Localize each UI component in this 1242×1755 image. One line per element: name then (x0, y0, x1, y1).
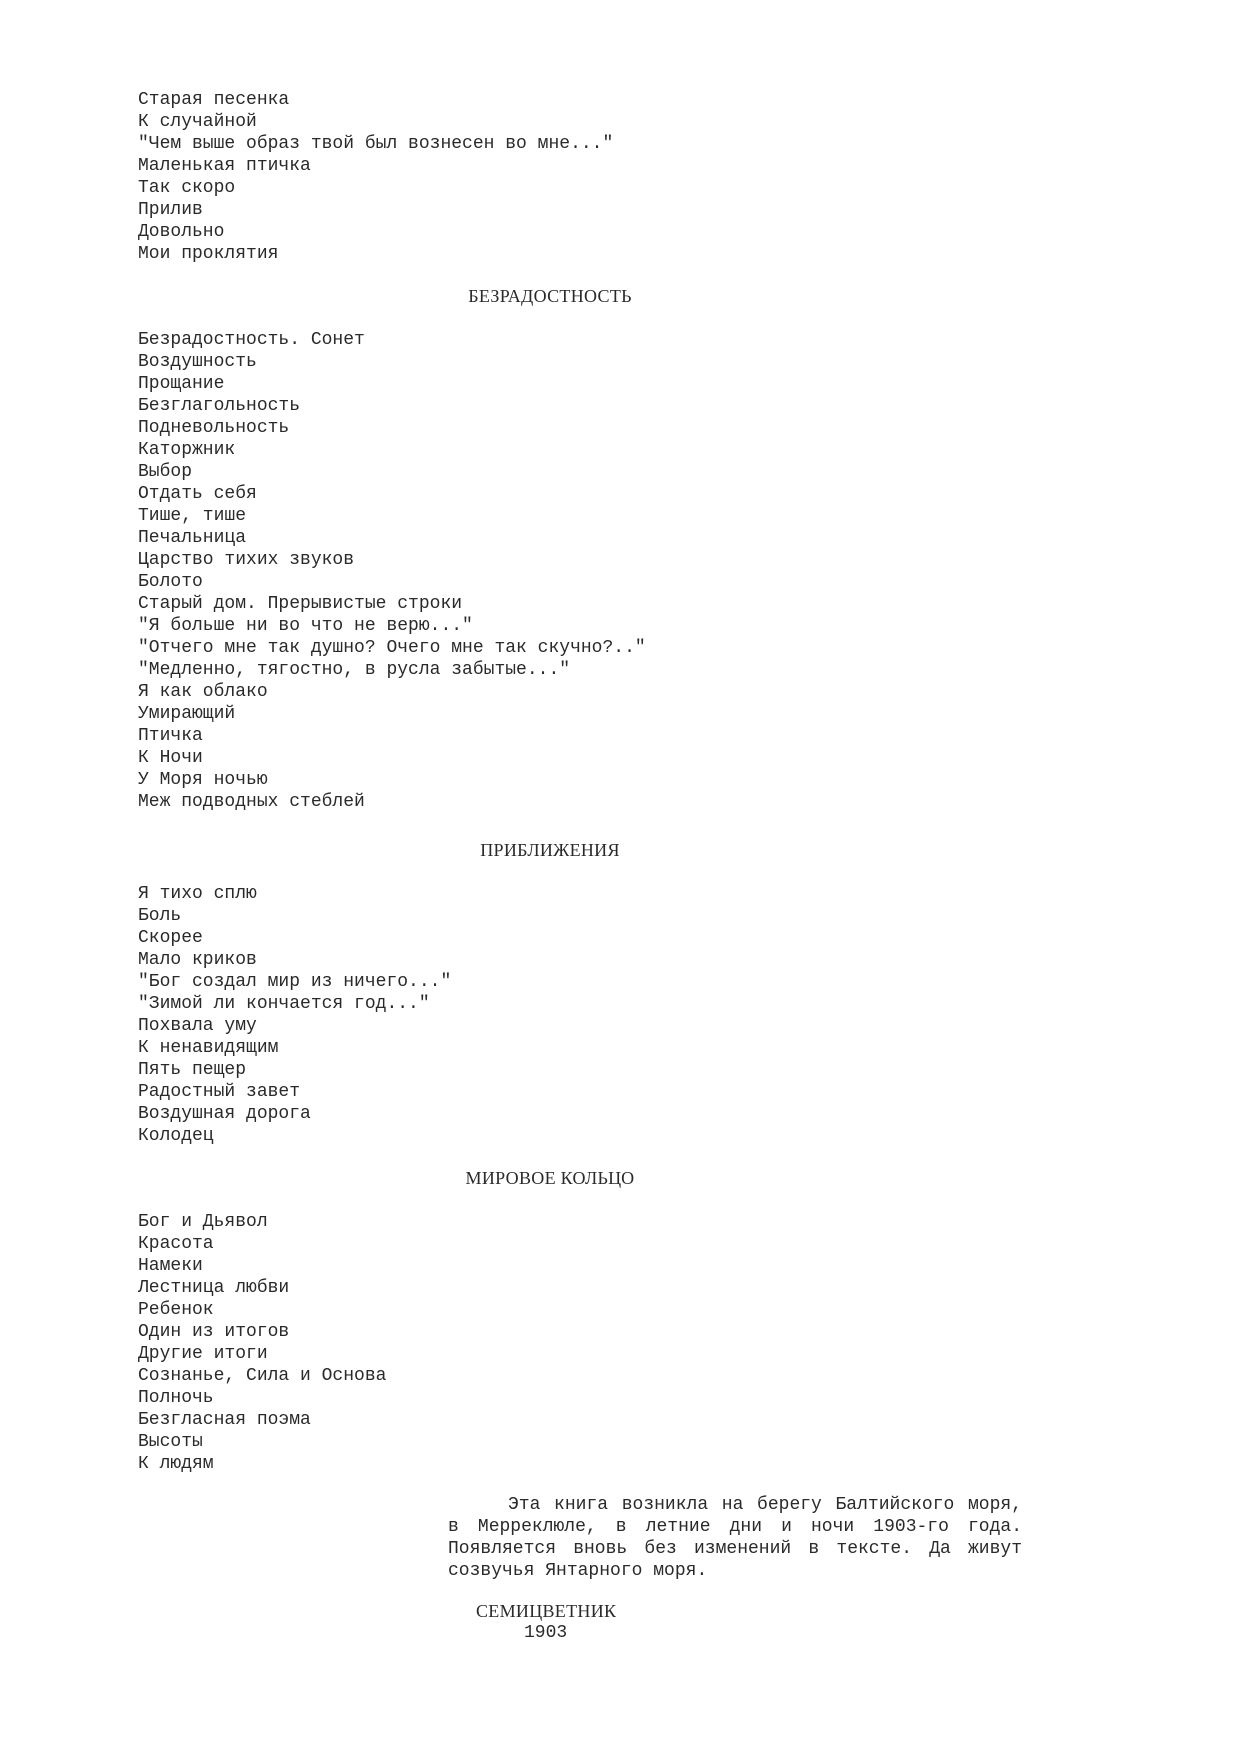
toc-entry: Похвала уму (138, 1016, 257, 1036)
toc-entry: Птичка (138, 726, 203, 746)
toc-entry: Выбор (138, 462, 193, 482)
toc-entry: Каторжник (138, 440, 236, 460)
toc-entry: Отдать себя (138, 484, 257, 504)
toc-entry: Полночь (138, 1388, 214, 1408)
section-title-mirovoe-koltso: МИРОВОЕ КОЛЬЦО (465, 1168, 635, 1188)
toc-entry: "Медленно, тягостно, в русла забытые..." (138, 660, 571, 680)
toc-entry: У Моря ночью (138, 770, 268, 790)
toc-entry: Прилив (138, 200, 203, 220)
toc-entry: Старый дом. Прерывистые строки (138, 594, 463, 614)
toc-entry: Довольно (138, 222, 225, 242)
toc-entry: Мало криков (138, 950, 257, 970)
afterword-note: Эта книга возникла на берегу Балтийского моря, в Мерреклюле, в летние дни и ночи 1903-го года. Появляется вновь без изменений в тексте. Да живут созвучья Янтарного моря. (448, 1495, 1022, 1581)
toc-entry: Воздушная дорога (138, 1104, 311, 1124)
toc-entry: Болото (138, 572, 203, 592)
toc-entry: Пять пещер (138, 1060, 247, 1080)
toc-entry: Умирающий (138, 704, 236, 724)
section-title-bezradostnost: БЕЗРАДОСТНОСТЬ (468, 286, 632, 306)
toc-list-priblizheniya (138, 883, 451, 1147)
section-title-priblizheniya: ПРИБЛИЖЕНИЯ (480, 840, 620, 860)
toc-entry: Намеки (138, 1256, 203, 1276)
toc-entry: Лестница любви (138, 1278, 290, 1298)
toc-entry: "Чем выше образ твой был вознесен во мне..." (138, 134, 614, 154)
toc-entry: Скорее (138, 928, 203, 948)
next-book-title: СЕМИЦВЕТНИК (476, 1601, 617, 1621)
toc-entry: Колодец (138, 1126, 214, 1146)
toc-entry: Боль (138, 906, 182, 926)
toc-entry: Другие итоги (138, 1344, 268, 1364)
toc-entry: К ненавидящим (138, 1038, 279, 1058)
toc-entry: Так скоро (138, 178, 236, 198)
toc-entry: Мои проклятия (138, 244, 279, 264)
toc-entry: Меж подводных стеблей (138, 792, 365, 812)
toc-entry: "Бог создал мир из ничего..." (138, 972, 452, 992)
toc-entry: К случайной (138, 112, 257, 132)
toc-entry: Радостный завет (138, 1082, 301, 1102)
toc-list-bezradostnost (138, 329, 646, 813)
toc-entry: К людям (138, 1454, 214, 1474)
toc-list-intro (138, 89, 613, 265)
toc-entry: Я тихо сплю (138, 884, 257, 904)
year-label: 1903 (524, 1623, 568, 1643)
toc-entry: Воздушность (138, 352, 257, 372)
toc-entry: Я как облако (138, 682, 268, 702)
toc-entry: "Отчего мне так душно? Очего мне так скучно?.." (138, 638, 646, 658)
toc-entry: Красота (138, 1234, 214, 1254)
toc-entry: "Я больше ни во что не верю..." (138, 616, 473, 636)
toc-entry: "Зимой ли кончается год..." (138, 994, 430, 1014)
toc-entry: Безглагольность (138, 396, 301, 416)
toc-entry: Один из итогов (138, 1322, 290, 1342)
toc-entry: Царство тихих звуков (138, 550, 355, 570)
toc-entry: К Ночи (138, 748, 203, 768)
toc-entry: Безрадостность. Сонет (138, 330, 365, 350)
toc-entry: Подневольность (138, 418, 290, 438)
toc-list-mirovoe-koltso (138, 1211, 386, 1475)
toc-entry: Старая песенка (138, 90, 290, 110)
toc-entry: Ребенок (138, 1300, 214, 1320)
toc-entry: Сознанье, Сила и Основа (138, 1366, 387, 1386)
toc-entry: Тише, тише (138, 506, 247, 526)
toc-entry: Маленькая птичка (138, 156, 311, 176)
toc-entry: Безгласная поэма (138, 1410, 311, 1430)
toc-entry: Прощание (138, 374, 225, 394)
toc-entry: Бог и Дьявол (138, 1212, 268, 1232)
toc-entry: Печальница (138, 528, 247, 548)
toc-entry: Высоты (138, 1432, 203, 1452)
